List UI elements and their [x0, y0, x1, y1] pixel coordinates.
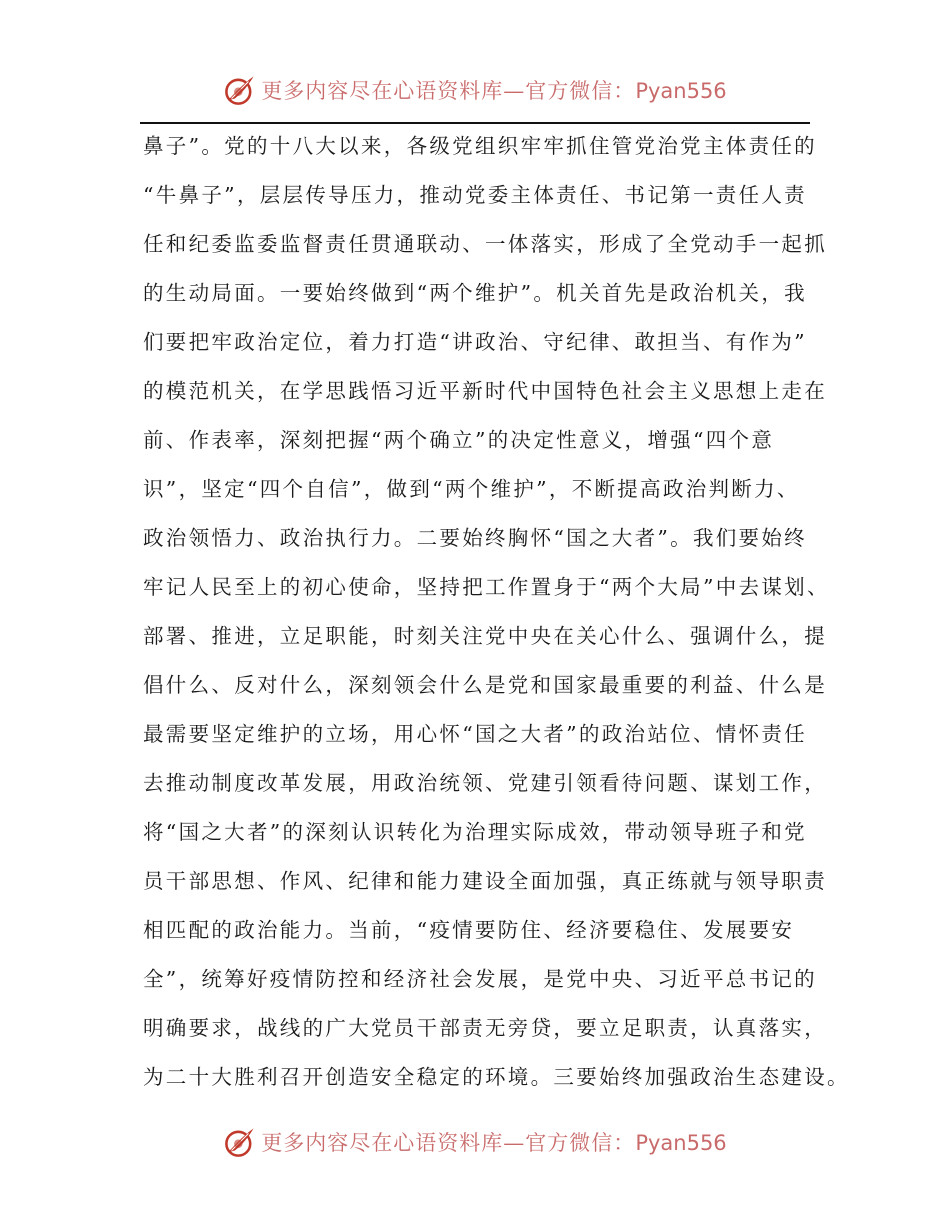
header-banner — [0, 70, 950, 110]
document-body — [143, 122, 850, 1102]
footer-banner-text: 更多内容尽在心语资料库—官方微信：Pyan556 — [261, 1131, 727, 1155]
text-line: 最需要坚定维护的立场，用心怀“国之大者”的政治站位、情怀责任 — [143, 722, 807, 746]
text-line: 部署、推进，立足职能，时刻关注党中央在关心什么、强调什么，提 — [143, 624, 827, 648]
text-line: 全”，统筹好疫情防控和经济社会发展，是党中央、习近平总书记的 — [143, 967, 817, 991]
text-line: 相匹配的政治能力。当前，“疫情要防住、经济要稳住、发展要安 — [143, 918, 795, 942]
text-line: 任和纪委监委监督责任贯通联动、一体落实，形成了全党动手一起抓 — [143, 232, 827, 256]
header-wechat-id: Pyan556 — [635, 79, 727, 103]
text-line: 政治领悟力、政治执行力。二要始终胸怀“国之大者”。我们要始终 — [143, 526, 807, 550]
footer-banner — [0, 1122, 950, 1162]
text-line: 明确要求，战线的广大党员干部责无旁贷，要立足职责，认真落实， — [143, 1016, 827, 1040]
text-line: 员干部思想、作风、纪律和能力建设全面加强，真正练就与领导职责 — [143, 869, 827, 893]
text-line: 去推动制度改革发展，用政治统领、党建引领看待问题、谋划工作， — [143, 771, 827, 795]
footer-wechat-id: Pyan556 — [635, 1131, 727, 1155]
feather-quill-logo-icon — [223, 73, 257, 107]
text-line: 前、作表率，深刻把握“两个确立”的决定性意义，增强“四个意 — [143, 428, 775, 452]
text-line: 识”，坚定“四个自信”，做到“两个维护”，不断提高政治判断力、 — [143, 477, 800, 501]
feather-quill-logo-icon — [223, 1125, 257, 1159]
text-line: 为二十大胜利召开创造安全稳定的环境。三要始终加强政治生态建设。 — [143, 1065, 850, 1089]
text-line: “牛鼻子”，层层传导压力，推动党委主体责任、书记第一责任人责 — [143, 183, 807, 207]
header-banner-text: 更多内容尽在心语资料库—官方微信：Pyan556 — [261, 79, 727, 103]
text-line: 将“国之大者”的深刻认识转化为治理实际成效，带动领导班子和党 — [143, 820, 807, 844]
text-line: 牢记人民至上的初心使命，坚持把工作置身于“两个大局”中去谋划、 — [143, 575, 830, 599]
text-line: 的生动局面。一要始终做到“两个维护”。机关首先是政治机关，我 — [143, 281, 807, 305]
text-line: 鼻子”。党的十八大以来，各级党组织牢牢抓住管党治党主体责任的 — [143, 134, 817, 158]
text-line: 倡什么、反对什么，深刻领会什么是党和国家最重要的利益、什么是 — [143, 673, 827, 697]
text-line: 的模范机关，在学思践悟习近平新时代中国特色社会主义思想上走在 — [143, 379, 827, 403]
text-line: 们要把牢政治定位，着力打造“讲政治、守纪律、敢担当、有作为” — [143, 330, 807, 354]
